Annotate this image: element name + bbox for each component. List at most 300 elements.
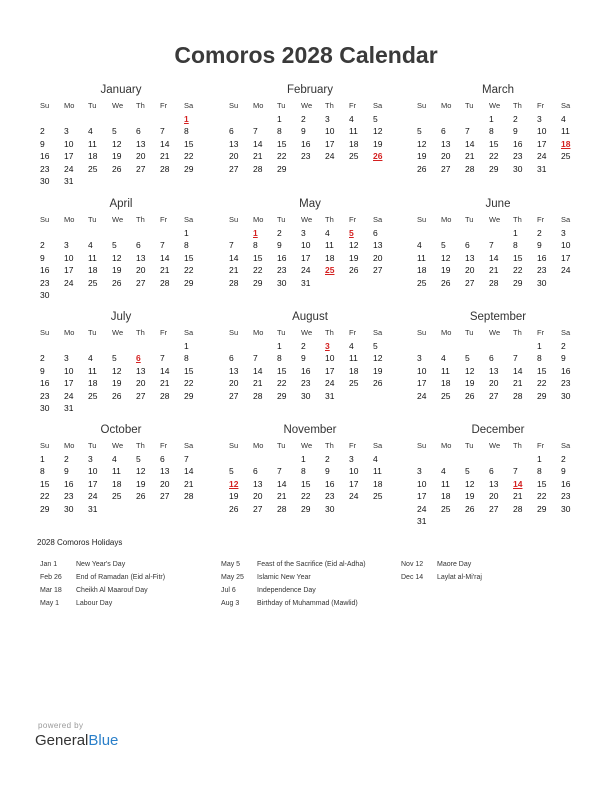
day-cell: 9 [325,466,330,477]
day-cell: 10 [537,126,547,137]
day-cell: 7 [253,353,258,364]
day-cell: 25 [441,390,451,401]
day-cell: 13 [136,138,146,149]
weekday-header: We [489,441,501,450]
holiday-name: Birthday of Muhammad (Mawlid) [257,600,358,607]
day-cell: 17 [417,378,427,389]
day-cell: 2 [301,114,306,124]
weekday-header: Th [513,101,522,110]
weekday-header: Fr [349,441,357,450]
day-cell: 27 [160,491,170,502]
day-cell: 11 [373,466,382,477]
day-cell: 21 [513,491,523,502]
day-cell: 11 [349,353,358,364]
weekday-header: Mo [441,328,452,337]
holiday-entry [221,558,366,571]
day-cell: 11 [325,240,334,251]
day-cell: 1 [184,341,189,351]
day-cell: 7 [160,126,165,137]
weekday-header: Fr [537,215,545,224]
day-cell: 10 [301,240,311,251]
day-cell: 10 [417,478,427,489]
weekday-header: Sa [373,441,383,450]
day-cell: 8 [184,353,189,364]
holiday-name: Laylat al-Mi'raj [437,574,482,581]
day-cell: 5 [229,466,234,477]
day-cell: 22 [253,265,263,276]
day-cell: 16 [40,265,50,276]
empty-cell [486,227,510,239]
day-cell: 23 [301,151,311,162]
holiday-day-cell: 3 [325,341,330,351]
day-cell: 20 [465,265,475,276]
day-cell: 7 [229,240,234,251]
day-cell: 17 [325,365,335,376]
day-cell: 3 [417,466,422,477]
day-cell: 29 [489,163,499,174]
weekday-header: Su [229,215,239,224]
weekday-header: Tu [465,101,474,110]
holiday-date: Dec 14 [401,574,424,581]
empty-cell [37,113,61,125]
day-cell: 29 [277,163,287,174]
empty-cell [133,227,157,239]
day-cell: 24 [64,390,74,401]
day-cell: 13 [229,365,239,376]
weekday-header: Th [136,215,145,224]
day-cell: 18 [88,265,98,276]
day-cell: 10 [325,126,335,137]
day-cell: 24 [325,151,335,162]
weekday-header: Fr [160,215,168,224]
day-cell: 7 [465,126,470,137]
month-may [226,196,394,289]
weekday-header: We [489,215,501,224]
day-cell: 24 [349,491,359,502]
month-august [226,309,394,402]
day-cell: 23 [40,390,50,401]
weekday-header: Mo [64,101,75,110]
day-cell: 13 [489,478,499,489]
day-cell: 8 [489,126,494,137]
day-cell: 31 [64,402,74,413]
day-cell: 20 [160,478,170,489]
holiday-entry [401,571,482,584]
day-cell: 28 [277,503,287,514]
day-cell: 21 [253,378,263,389]
empty-cell [85,227,109,239]
holiday-date: Feb 26 [40,574,62,581]
holiday-date: May 5 [221,561,241,568]
weekday-header: Th [136,328,145,337]
day-cell: 25 [88,277,98,288]
day-cell: 27 [229,390,239,401]
day-cell: 14 [513,365,523,376]
day-cell: 2 [513,114,518,124]
day-cell: 5 [112,126,117,137]
day-cell: 30 [537,277,547,288]
day-cell: 16 [277,252,287,263]
day-cell: 2 [40,240,45,251]
holiday-day-cell: 12 [229,478,239,489]
month-november [226,422,394,515]
holiday-name: Labour Day [76,600,113,607]
weekday-header: Mo [441,215,452,224]
day-cell: 30 [561,503,571,514]
weekday-header: Tu [277,441,286,450]
day-cell: 10 [64,138,74,149]
day-cell: 9 [40,138,45,149]
day-cell: 17 [88,478,98,489]
day-cell: 23 [561,378,571,389]
empty-cell [157,340,181,352]
day-cell: 27 [489,503,499,514]
holiday-entry [40,558,165,571]
holiday-day-cell: 6 [136,353,141,364]
day-cell: 9 [40,365,45,376]
day-cell: 16 [40,151,50,162]
day-cell: 17 [417,491,427,502]
day-cell: 29 [277,390,287,401]
weekday-header: Su [40,441,50,450]
day-cell: 16 [561,478,571,489]
day-cell: 31 [64,175,74,186]
holiday-date: Jan 1 [40,561,58,568]
empty-cell [61,113,85,125]
weekday-header: Su [417,328,427,337]
day-cell: 8 [184,240,189,251]
weekday-header: Su [417,441,427,450]
brand-blue: Blue [88,732,119,749]
day-cell: 17 [301,252,311,263]
month-name: June [485,198,511,210]
day-cell: 4 [349,341,354,351]
day-cell: 26 [465,503,475,514]
day-cell: 3 [64,353,69,364]
day-cell: 18 [88,378,98,389]
day-cell: 2 [561,341,566,351]
day-cell: 31 [537,163,547,174]
month-name: May [299,198,321,210]
day-cell: 4 [325,228,330,238]
day-cell: 17 [64,378,74,389]
empty-cell [133,113,157,125]
day-cell: 6 [136,240,141,251]
day-cell: 24 [417,503,427,514]
day-cell: 26 [441,277,451,288]
day-cell: 29 [537,390,547,401]
day-cell: 23 [513,151,523,162]
day-cell: 28 [253,163,263,174]
brand-logo[interactable] [35,732,118,749]
month-january [37,82,205,187]
day-cell: 19 [136,478,146,489]
day-cell: 7 [513,353,518,364]
day-cell: 8 [537,353,542,364]
empty-cell [85,340,109,352]
day-cell: 16 [64,478,74,489]
empty-cell [226,453,250,465]
empty-cell [486,340,510,352]
empty-cell [438,453,462,465]
weekday-header: Mo [441,101,452,110]
weekday-header: Sa [561,215,571,224]
weekday-header: Tu [88,101,97,110]
day-cell: 5 [417,126,422,137]
month-name: January [100,84,142,96]
day-cell: 23 [301,378,311,389]
weekday-header: Tu [465,441,474,450]
day-cell: 2 [40,126,45,137]
weekday-header: Fr [537,441,545,450]
weekday-header: Tu [465,328,474,337]
day-cell: 22 [489,151,499,162]
day-cell: 20 [441,151,451,162]
day-cell: 17 [64,151,74,162]
day-cell: 17 [537,138,547,149]
empty-cell [438,340,462,352]
day-cell: 12 [112,138,122,149]
day-cell: 9 [561,466,566,477]
weekday-header: Tu [277,101,286,110]
day-cell: 5 [373,341,378,351]
day-cell: 4 [417,240,422,251]
day-cell: 2 [301,341,306,351]
day-cell: 8 [184,126,189,137]
day-cell: 14 [184,466,194,477]
day-cell: 11 [112,466,121,477]
day-cell: 13 [441,138,451,149]
day-cell: 1 [301,454,306,464]
day-cell: 10 [561,240,571,251]
day-cell: 9 [64,466,69,477]
weekday-header: We [112,215,124,224]
weekday-header: Sa [184,215,194,224]
day-cell: 20 [229,378,239,389]
day-cell: 15 [184,252,194,263]
day-cell: 6 [489,353,494,364]
month-name: March [482,84,514,96]
day-cell: 5 [373,114,378,124]
day-cell: 6 [253,466,258,477]
day-cell: 18 [441,491,451,502]
day-cell: 5 [112,240,117,251]
day-cell: 3 [349,454,354,464]
day-cell: 20 [136,378,146,389]
day-cell: 25 [112,491,122,502]
day-cell: 9 [40,252,45,263]
weekday-header: Mo [64,215,75,224]
day-cell: 4 [88,126,93,137]
holiday-date: May 25 [221,574,244,581]
day-cell: 27 [465,277,475,288]
weekday-header: Th [513,441,522,450]
day-cell: 18 [325,252,335,263]
weekday-header: Sa [373,101,383,110]
day-cell: 28 [465,163,475,174]
day-cell: 23 [561,491,571,502]
month-june [414,196,582,289]
empty-cell [510,453,534,465]
day-cell: 25 [417,277,427,288]
day-cell: 12 [349,240,359,251]
holiday-list-column [221,558,366,610]
empty-cell [226,227,250,239]
day-cell: 12 [112,365,122,376]
day-cell: 27 [136,277,146,288]
day-cell: 24 [325,378,335,389]
day-cell: 11 [88,252,97,263]
day-cell: 1 [277,341,282,351]
weekday-header: Mo [441,441,452,450]
month-march [414,82,582,175]
day-cell: 25 [441,503,451,514]
day-cell: 14 [160,138,170,149]
day-cell: 11 [349,126,358,137]
month-october [37,422,205,515]
day-cell: 24 [417,390,427,401]
day-cell: 21 [229,265,239,276]
empty-cell [37,340,61,352]
holiday-day-cell: 14 [513,478,523,489]
day-cell: 11 [441,365,450,376]
day-cell: 25 [88,390,98,401]
day-cell: 25 [349,151,359,162]
weekday-header: Fr [349,215,357,224]
weekday-header: Su [417,215,427,224]
day-cell: 26 [465,390,475,401]
day-cell: 7 [253,126,258,137]
weekday-header: Th [325,441,334,450]
day-cell: 15 [301,478,311,489]
holiday-entry [401,558,482,571]
weekday-header: Fr [537,328,545,337]
day-cell: 31 [88,503,98,514]
day-cell: 30 [64,503,74,514]
day-cell: 30 [40,289,50,300]
weekday-header: Fr [160,441,168,450]
weekday-header: Mo [253,101,264,110]
weekday-header: Su [40,215,50,224]
day-cell: 8 [277,353,282,364]
day-cell: 13 [160,466,170,477]
day-cell: 26 [229,503,239,514]
day-cell: 1 [489,114,494,124]
weekday-header: Tu [465,215,474,224]
day-cell: 23 [325,491,335,502]
day-cell: 10 [64,365,74,376]
day-cell: 3 [325,114,330,124]
day-cell: 8 [537,466,542,477]
empty-cell [226,113,250,125]
day-cell: 13 [489,365,499,376]
day-cell: 15 [537,478,547,489]
day-cell: 29 [537,503,547,514]
day-cell: 18 [112,478,122,489]
day-cell: 12 [373,353,383,364]
empty-cell [157,113,181,125]
day-cell: 17 [349,478,359,489]
day-cell: 14 [253,365,263,376]
day-cell: 2 [537,228,542,238]
day-cell: 4 [88,240,93,251]
day-cell: 21 [513,378,523,389]
day-cell: 19 [112,378,122,389]
weekday-header: We [301,101,313,110]
day-cell: 27 [489,390,499,401]
empty-cell [414,340,438,352]
weekday-header: Th [325,328,334,337]
day-cell: 12 [112,252,122,263]
day-cell: 16 [537,252,547,263]
weekday-header: Fr [537,101,545,110]
weekday-header: Fr [349,328,357,337]
day-cell: 30 [561,390,571,401]
weekday-header: Tu [88,328,97,337]
holidays-heading: 2028 Comoros Holidays [37,538,123,547]
day-cell: 28 [513,503,523,514]
day-cell: 19 [373,365,383,376]
day-cell: 6 [465,240,470,251]
day-cell: 14 [229,252,239,263]
day-cell: 18 [417,265,427,276]
weekday-header: We [489,328,501,337]
weekday-header: Sa [184,328,194,337]
day-cell: 28 [513,390,523,401]
weekday-header: Su [229,101,239,110]
day-cell: 6 [489,466,494,477]
day-cell: 30 [513,163,523,174]
day-cell: 6 [229,353,234,364]
day-cell: 7 [184,454,189,464]
day-cell: 22 [184,378,194,389]
day-cell: 6 [160,454,165,464]
holiday-day-cell: 1 [253,228,258,238]
holiday-entry [40,597,165,610]
holiday-entry [40,584,165,597]
holiday-date: Nov 12 [401,561,424,568]
day-cell: 17 [64,265,74,276]
empty-cell [250,113,274,125]
weekday-header: Th [325,101,334,110]
day-cell: 23 [40,163,50,174]
empty-cell [85,113,109,125]
day-cell: 15 [253,252,263,263]
weekday-header: Sa [561,101,571,110]
holiday-day-cell: 26 [373,151,383,162]
empty-cell [250,340,274,352]
weekday-header: Mo [64,441,75,450]
day-cell: 14 [465,138,475,149]
day-cell: 30 [40,175,50,186]
day-cell: 13 [229,138,239,149]
day-cell: 8 [301,466,306,477]
day-cell: 28 [160,163,170,174]
weekday-header: We [301,328,313,337]
day-cell: 20 [229,151,239,162]
day-cell: 3 [64,126,69,137]
day-cell: 1 [40,454,45,464]
day-cell: 24 [537,151,547,162]
page-title: Comoros 2028 Calendar [174,42,438,68]
weekday-header: Sa [184,101,194,110]
day-cell: 24 [64,277,74,288]
day-cell: 18 [373,478,383,489]
empty-cell [109,340,133,352]
holiday-date: Aug 3 [221,600,240,607]
day-cell: 16 [301,138,311,149]
day-cell: 5 [465,466,470,477]
